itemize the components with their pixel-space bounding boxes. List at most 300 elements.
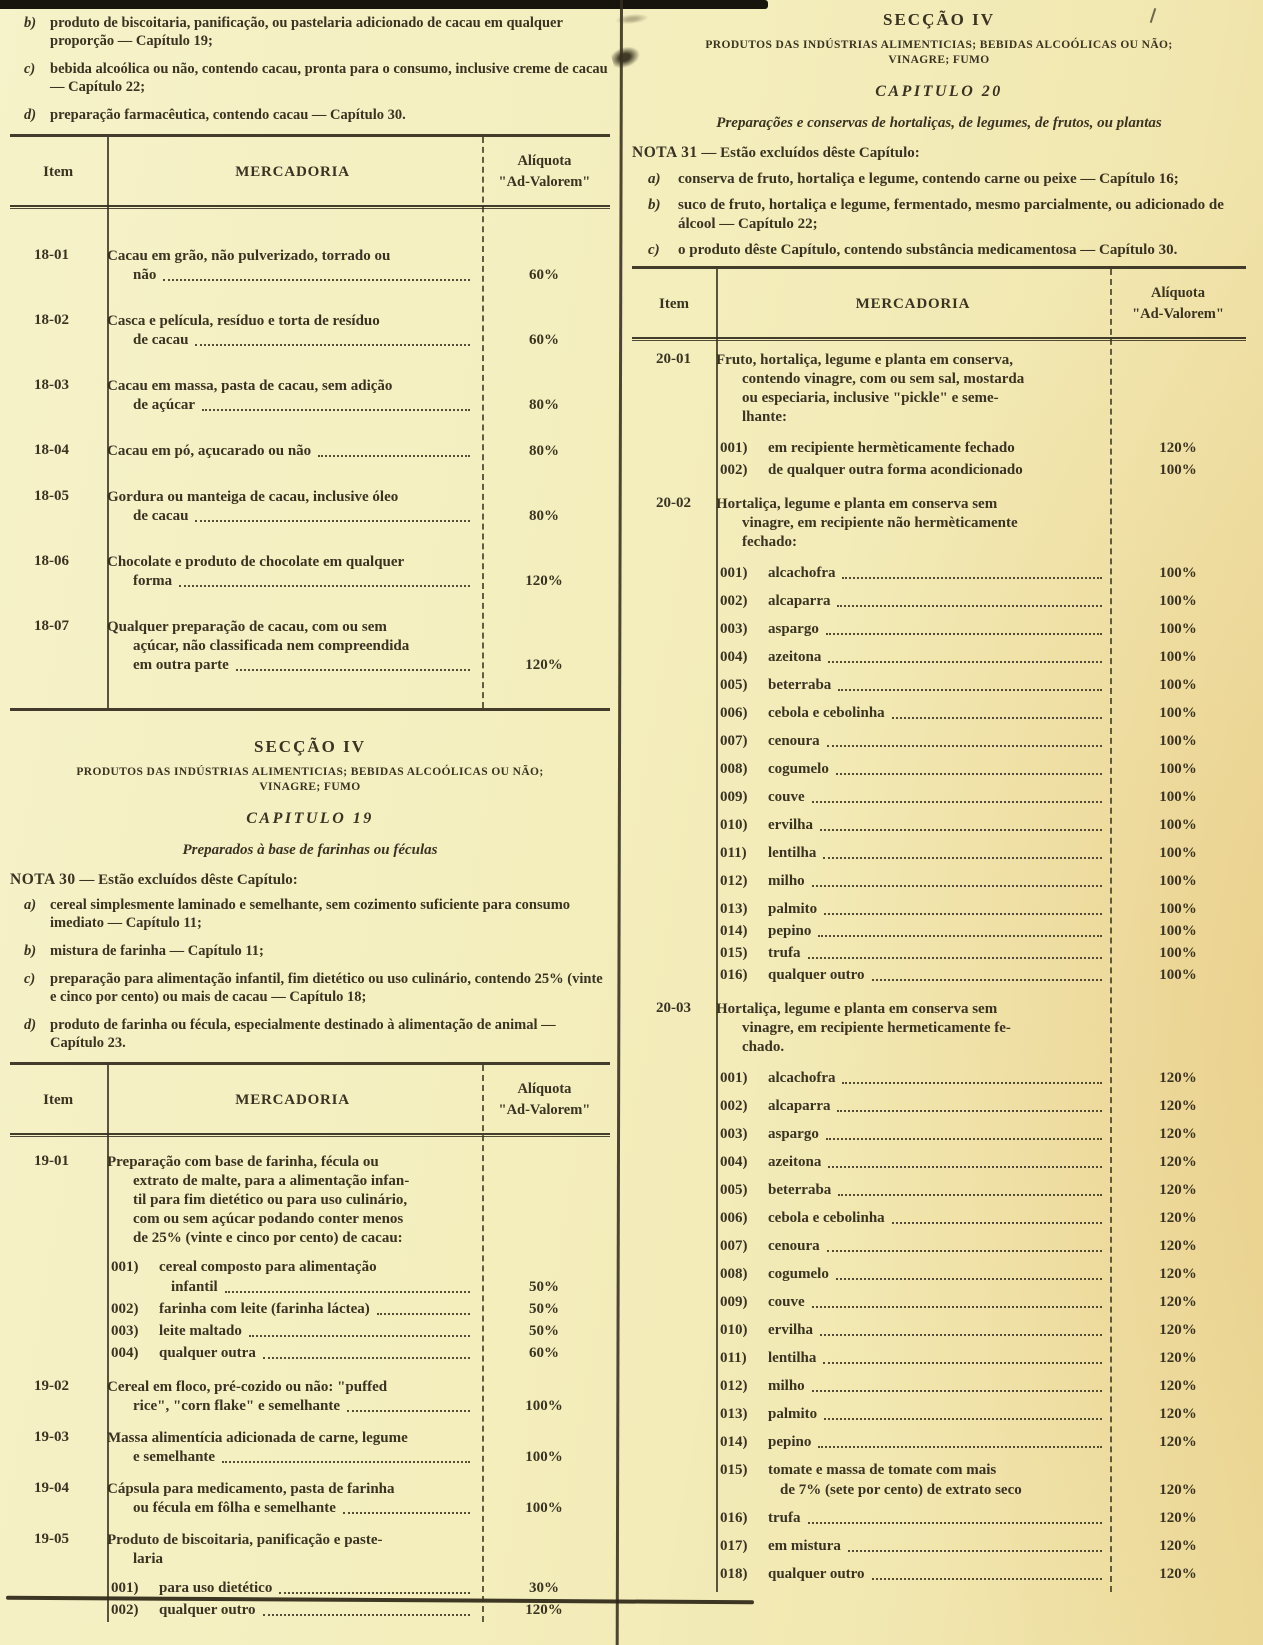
table-row	[10, 1378, 610, 1416]
note-label: a)	[24, 897, 37, 913]
note-text: cereal simplesmente laminado e semelhante, sem cozimento suficiente para consumo imediato — Capítulo 11;	[50, 897, 571, 931]
subitem	[716, 1564, 1246, 1584]
desc-line: laria	[133, 1551, 163, 1567]
desc-line: Massa alimentícia adicionada de carne, legume	[107, 1430, 408, 1446]
dotted-leader	[826, 1138, 1102, 1140]
aliquota-value: 120%	[1159, 1566, 1197, 1582]
desc-line: com ou sem açúcar podando conter menos	[133, 1211, 404, 1227]
aliquota-value: 120%	[525, 573, 563, 589]
dotted-leader	[163, 279, 470, 281]
subitems	[716, 1068, 1246, 1584]
aliquota-value: 120%	[1159, 1154, 1197, 1170]
section-subtitle-line: PRODUTOS DAS INDÚSTRIAS ALIMENTICIAS; BEBIDAS ALCOÓLICAS OU NÃO;	[76, 766, 544, 778]
desc-line	[107, 442, 610, 461]
desc-text: de cacau	[133, 332, 189, 348]
subitem-code: 012)	[720, 873, 748, 889]
table-column-rule	[107, 1065, 109, 1622]
item-code: 18-02	[34, 312, 69, 328]
aliquota-value: 120%	[1159, 1182, 1197, 1198]
aliquota-value: 100%	[1159, 733, 1197, 749]
subitem-text: farinha com leite (farinha láctea)	[159, 1301, 370, 1317]
item-code: 18-04	[34, 442, 69, 458]
right-column	[632, 10, 1246, 1605]
desc-line	[107, 1499, 610, 1518]
subitem	[716, 619, 1246, 639]
section-block	[10, 737, 610, 1052]
nota-line	[10, 870, 610, 890]
aliquota-value: 100%	[1159, 789, 1197, 805]
section-subtitle	[632, 38, 1246, 68]
subitem	[716, 815, 1246, 835]
dotted-leader	[838, 689, 1102, 691]
aliquota-value: 100%	[1159, 565, 1197, 581]
subitem-code: 007)	[720, 1238, 748, 1254]
subitem	[716, 731, 1246, 751]
table-header	[632, 269, 1246, 337]
note-text: produto de biscoitaria, panificação, ou pastelaria adicionado de cacau em qualquer proporção — Capítulo 19;	[50, 15, 563, 49]
aliquota-value: 120%	[1159, 1070, 1197, 1086]
dotted-leader	[818, 1446, 1102, 1448]
dotted-leader	[202, 409, 470, 411]
desc-line: açúcar, não classificada nem compreendida	[133, 638, 410, 654]
item-code: 19-03	[34, 1429, 69, 1445]
aliquota-value: 100%	[1159, 845, 1197, 861]
chapter-subtitle: Preparações e conservas de hortaliças, de legumes, de frutos, ou plantas	[716, 115, 1162, 131]
section-subtitle	[10, 765, 610, 795]
aliquota-value: 100%	[1159, 873, 1197, 889]
note-item	[632, 241, 1246, 260]
dotted-leader	[812, 885, 1102, 887]
dotted-leader	[343, 1512, 470, 1514]
subitem-text: alcachofra	[768, 1070, 836, 1086]
subitem	[716, 1292, 1246, 1312]
desc-line: Casca e película, resíduo e torta de resíduo	[107, 313, 380, 329]
aliquota-value: 120%	[525, 1602, 563, 1618]
subitem-code: 010)	[720, 817, 748, 833]
subitem-text: em recipiente hermèticamente fechado	[768, 440, 1015, 456]
desc-line: lhante:	[742, 409, 787, 425]
aliquota-value: 120%	[1159, 1482, 1197, 1498]
top-ink-bar	[0, 0, 768, 9]
note-label: a)	[648, 171, 661, 187]
subitem-code: 010)	[720, 1322, 748, 1338]
table-rows	[10, 1137, 610, 1622]
table-header	[10, 137, 610, 205]
dotted-leader	[263, 1614, 470, 1616]
header-aliquota	[1110, 283, 1246, 325]
table-row	[10, 247, 610, 285]
subitem-code: 009)	[720, 1294, 748, 1310]
dotted-leader	[195, 344, 470, 346]
subitem-text: trufa	[768, 945, 801, 961]
aliquota-value: 120%	[1159, 1294, 1197, 1310]
subitems	[107, 1257, 610, 1363]
subitem-text: pepino	[768, 1434, 812, 1450]
tariff-table-cap18	[10, 134, 610, 711]
dotted-leader	[848, 1550, 1102, 1552]
subitem-text: palmito	[768, 901, 818, 917]
subitem	[107, 1578, 610, 1598]
subitem	[107, 1321, 610, 1341]
subitem-text: trufa	[768, 1510, 801, 1526]
dotted-leader	[827, 1250, 1102, 1252]
subitem-text: alcachofra	[768, 565, 836, 581]
note-label: d)	[24, 1017, 37, 1033]
note-text: mistura de farinha — Capítulo 11;	[50, 943, 264, 959]
note-item	[10, 1016, 610, 1052]
note-item	[10, 896, 610, 932]
note-label: c)	[24, 971, 36, 987]
subitem-line	[716, 1460, 1246, 1480]
dotted-leader	[824, 913, 1102, 915]
subitem-code: 005)	[720, 677, 748, 693]
table-column-rule	[1110, 269, 1112, 1592]
dotted-leader	[826, 633, 1102, 635]
table-row	[10, 1531, 610, 1622]
subitem-code: 018)	[720, 1566, 748, 1582]
table-column-rule	[482, 1065, 484, 1622]
aliquota-value: 120%	[1159, 1538, 1197, 1554]
aliquota-value: 60%	[529, 332, 559, 348]
dotted-leader	[236, 669, 470, 671]
note-text: preparação farmacêutica, contendo cacau — Capítulo 30.	[50, 107, 406, 123]
item-code: 18-03	[34, 377, 69, 393]
aliquota-value: 100%	[1159, 901, 1197, 917]
aliquota-value: 120%	[1159, 1378, 1197, 1394]
table-row	[10, 1153, 610, 1365]
subitem	[716, 647, 1246, 667]
dotted-leader	[808, 957, 1103, 959]
subitem	[716, 1236, 1246, 1256]
note-text: suco de fruto, hortaliça e legume, fermentado, mesmo parcialmente, ou adicionado de álcool — Capítulo 22;	[678, 197, 1224, 232]
subitem-text: aspargo	[768, 621, 819, 637]
dotted-leader	[225, 1291, 470, 1293]
item-code: 18-07	[34, 618, 69, 634]
subitem	[716, 965, 1246, 985]
row-body	[107, 1429, 610, 1467]
intro-note	[10, 106, 610, 124]
row-body	[107, 1378, 610, 1416]
subitem	[716, 1208, 1246, 1228]
aliquota-value: 120%	[1159, 1510, 1197, 1526]
nota-text: — Estão excluídos dêste Capítulo:	[701, 145, 920, 161]
subitem-line	[716, 1480, 1246, 1500]
table-column-rule	[107, 137, 109, 708]
dotted-leader	[828, 661, 1102, 663]
subitem-code: 007)	[720, 733, 748, 749]
dotted-leader	[836, 773, 1102, 775]
item-code: 20-03	[656, 1000, 691, 1016]
desc-text: rice", "corn flake" e semelhante	[133, 1398, 341, 1414]
table-row	[10, 488, 610, 526]
subitem-code: 004)	[720, 1154, 748, 1170]
note-text: bebida alcoólica ou não, contendo cacau, pronta para o consumo, inclusive creme de cacau — Capítulo 22;	[50, 61, 608, 95]
desc-line: fechado:	[742, 534, 797, 550]
subitem-code: 006)	[720, 705, 748, 721]
subitem	[716, 1404, 1246, 1424]
aliquota-value: 100%	[1159, 967, 1197, 983]
dotted-leader	[837, 605, 1102, 607]
note-item	[632, 196, 1246, 234]
dotted-leader	[872, 1578, 1102, 1580]
desc-line: Hortaliça, legume e planta em conserva sem	[716, 1001, 998, 1017]
desc-text: em outra parte	[133, 657, 229, 673]
aliquota-value: 100%	[525, 1449, 563, 1465]
desc-line: Cereal em floco, pré-cozido ou não: "puffed	[107, 1379, 388, 1395]
dotted-leader	[820, 1334, 1102, 1336]
subitem	[716, 1376, 1246, 1396]
note-item	[632, 170, 1246, 189]
subitem	[716, 591, 1246, 611]
subitem-code: 008)	[720, 1266, 748, 1282]
subitem-code: 015)	[720, 945, 748, 961]
subitem	[716, 1124, 1246, 1144]
column-divider-rule	[616, 0, 623, 1645]
aliquota-value: 50%	[529, 1279, 559, 1295]
subitem-text: cogumelo	[768, 1266, 829, 1282]
header-aliquota-line: "Ad-Valorem"	[1132, 306, 1224, 322]
header-aliquota-line: Alíquota	[517, 153, 572, 169]
header-mercadoria: MERCADORIA	[235, 163, 350, 180]
subitem-text: lentilha	[768, 845, 817, 861]
note-label: c)	[24, 61, 36, 77]
item-code: 18-05	[34, 488, 69, 504]
row-body	[107, 442, 610, 461]
table-row	[10, 377, 610, 415]
note-label: b)	[24, 943, 37, 959]
header-item: Item	[43, 1091, 74, 1108]
table-row	[10, 1429, 610, 1467]
table-rows	[632, 341, 1246, 1592]
aliquota-value: 120%	[525, 657, 563, 673]
chapter-subtitle: Preparados à base de farinhas ou féculas	[182, 842, 438, 858]
aliquota-value: 30%	[529, 1580, 559, 1596]
desc-line: de 25% (vinte e cinco por cento) de cacau:	[133, 1230, 403, 1246]
desc-line: vinagre, em recipiente hermeticamente fe-	[742, 1020, 1011, 1036]
desc-line: Fruto, hortaliça, legume e planta em conserva,	[716, 352, 1014, 368]
desc-line: extrato de malte, para a alimentação infan-	[133, 1173, 410, 1189]
subitem	[716, 787, 1246, 807]
subitem-code: 001)	[720, 565, 748, 581]
aliquota-value: 120%	[1159, 1322, 1197, 1338]
desc-line	[107, 1448, 610, 1467]
subitem-code: 002)	[720, 593, 748, 609]
subitem	[716, 1536, 1246, 1556]
aliquota-value: 120%	[1159, 1350, 1197, 1366]
dotted-leader	[823, 857, 1102, 859]
item-code: 18-06	[34, 553, 69, 569]
aliquota-value: 100%	[1159, 677, 1197, 693]
aliquota-value: 100%	[1159, 649, 1197, 665]
row-body	[107, 247, 610, 285]
subitem-text: couve	[768, 789, 805, 805]
tariff-table-cap20	[632, 266, 1246, 1592]
subitem	[716, 1432, 1246, 1452]
table-row	[10, 1480, 610, 1518]
subitem-text: azeitona	[768, 1154, 822, 1170]
tariff-table-cap19	[10, 1062, 610, 1622]
table-row	[10, 553, 610, 591]
subitem	[107, 1343, 610, 1363]
desc-line	[107, 266, 610, 285]
subitem-text: couve	[768, 1294, 805, 1310]
dotted-leader	[892, 717, 1102, 719]
desc-line: contendo vinagre, com ou sem sal, mostarda	[742, 371, 1025, 387]
note-text: conserva de fruto, hortaliça e legume, contendo carne ou peixe — Capítulo 16;	[678, 171, 1179, 187]
subitem-text: cenoura	[768, 733, 820, 749]
subitem-text: palmito	[768, 1406, 818, 1422]
subitem	[716, 759, 1246, 779]
table-row	[632, 1000, 1246, 1592]
dotted-leader	[812, 1306, 1102, 1308]
subitem	[716, 1460, 1246, 1500]
section-subtitle-line: VINAGRE; FUMO	[888, 54, 990, 66]
note-label: d)	[24, 107, 37, 123]
desc-line: Chocolate e produto de chocolate em qualquer	[107, 554, 405, 570]
item-code: 20-01	[656, 351, 691, 367]
table-row	[10, 312, 610, 350]
desc-line	[107, 656, 610, 675]
row-body	[107, 1531, 610, 1622]
desc-text: ou fécula em fôlha e semelhante	[133, 1500, 336, 1516]
dotted-leader	[837, 1110, 1102, 1112]
subitem-code: 009)	[720, 789, 748, 805]
subitem-code: 013)	[720, 1406, 748, 1422]
desc-line: Cápsula para medicamento, pasta de farinha	[107, 1481, 395, 1497]
row-body	[107, 1480, 610, 1518]
item-code: 19-01	[34, 1153, 69, 1169]
subitems	[716, 563, 1246, 985]
subitem-code: 013)	[720, 901, 748, 917]
dotted-leader	[808, 1522, 1103, 1524]
row-body	[716, 495, 1246, 987]
aliquota-value: 100%	[525, 1500, 563, 1516]
table-column-rule	[482, 137, 484, 708]
desc-text: de açúcar	[133, 397, 196, 413]
dotted-leader	[838, 1194, 1102, 1196]
subitem-text: infantil	[171, 1279, 218, 1295]
subitem-code: 002)	[720, 462, 748, 478]
row-body	[716, 351, 1246, 482]
subitem	[716, 675, 1246, 695]
subitem-code: 002)	[111, 1301, 139, 1317]
item-code: 19-04	[34, 1480, 69, 1496]
aliquota-value: 100%	[1159, 817, 1197, 833]
header-aliquota-line: "Ad-Valorem"	[498, 174, 591, 190]
desc-line	[107, 507, 610, 526]
row-body	[716, 1000, 1246, 1592]
aliquota-value: 100%	[1159, 621, 1197, 637]
dotted-leader	[823, 1362, 1102, 1364]
subitem	[716, 563, 1246, 583]
aliquota-value: 120%	[1159, 1098, 1197, 1114]
section-subtitle-line: PRODUTOS DAS INDÚSTRIAS ALIMENTICIAS; BEBIDAS ALCOÓLICAS OU NÃO;	[705, 39, 1173, 51]
subitems	[716, 438, 1246, 480]
header-aliquota	[479, 151, 610, 193]
dotted-leader	[279, 1592, 470, 1594]
desc-line: til para fim dietético ou para uso culinário,	[133, 1192, 408, 1208]
desc-line: Produto de biscoitaria, panificação e paste-	[107, 1532, 383, 1548]
dotted-leader	[347, 1410, 470, 1412]
subitem-code: 003)	[111, 1323, 139, 1339]
aliquota-value: 80%	[529, 397, 559, 413]
aliquota-value: 120%	[1159, 1406, 1197, 1422]
desc-line: Qualquer preparação de cacau, com ou sem	[107, 619, 387, 635]
subitem-code: 008)	[720, 761, 748, 777]
aliquota-value: 120%	[1159, 1126, 1197, 1142]
subitem-text: ervilha	[768, 817, 813, 833]
aliquota-value: 60%	[529, 1345, 559, 1361]
header-item: Item	[43, 163, 74, 180]
table-row	[10, 442, 610, 461]
subitem	[716, 1068, 1246, 1088]
aliquota-value: 50%	[529, 1323, 559, 1339]
intro-note	[10, 14, 610, 50]
subitem-code: 001)	[111, 1580, 139, 1596]
subitem-code: 006)	[720, 1210, 748, 1226]
table-row	[10, 618, 610, 675]
subitem-text: para uso dietético	[159, 1580, 273, 1596]
aliquota-value: 100%	[1159, 705, 1197, 721]
subitem-text: qualquer outro	[159, 1602, 256, 1618]
subitem-code: 005)	[720, 1182, 748, 1198]
subitem-text: qualquer outra	[159, 1345, 256, 1361]
desc-line: chado.	[742, 1039, 785, 1055]
section-title: SECÇÃO IV	[883, 10, 995, 29]
subitem-text: alcaparra	[768, 1098, 831, 1114]
desc-line	[107, 572, 610, 591]
desc-line: Hortaliça, legume e planta em conserva sem	[716, 496, 998, 512]
item-code: 19-05	[34, 1531, 69, 1547]
aliquota-value: 120%	[1159, 1238, 1197, 1254]
table-row	[632, 495, 1246, 987]
row-body	[107, 312, 610, 350]
chapter-title: CAPITULO 19	[246, 810, 374, 827]
aliquota-value: 100%	[525, 1398, 563, 1414]
subitem-code: 001)	[111, 1259, 139, 1275]
aliquota-value: 80%	[529, 508, 559, 524]
subitem	[716, 899, 1246, 919]
subitem	[716, 943, 1246, 963]
dotted-leader	[842, 1082, 1102, 1084]
note-text: o produto dêste Capítulo, contendo substância medicamentosa — Capítulo 30.	[678, 242, 1178, 258]
subitem	[107, 1257, 610, 1297]
subitem-text: qualquer outro	[768, 967, 865, 983]
nota-text: — Estão excluídos dêste Capítulo:	[79, 872, 298, 888]
aliquota-value: 50%	[529, 1301, 559, 1317]
aliquota-value: 120%	[1159, 1434, 1197, 1450]
dotted-leader	[812, 1390, 1102, 1392]
dotted-leader	[222, 1461, 470, 1463]
header-aliquota-line: Alíquota	[517, 1081, 572, 1097]
dotted-leader	[318, 455, 470, 457]
section-block	[632, 10, 1246, 260]
desc-line	[107, 331, 610, 350]
left-column	[10, 14, 610, 1635]
subitem-text: lentilha	[768, 1350, 817, 1366]
dotted-leader	[824, 1418, 1102, 1420]
desc-text: Cacau em pó, açucarado ou não	[107, 443, 312, 459]
subitem	[716, 843, 1246, 863]
dotted-leader	[179, 585, 470, 587]
section-title: SECÇÃO IV	[254, 737, 366, 756]
subitem-code: 016)	[720, 1510, 748, 1526]
subitem	[716, 1508, 1246, 1528]
dotted-leader	[836, 1278, 1102, 1280]
subitem-text: cebola e cebolinha	[768, 705, 885, 721]
note-item	[10, 942, 610, 960]
subitem	[716, 1096, 1246, 1116]
